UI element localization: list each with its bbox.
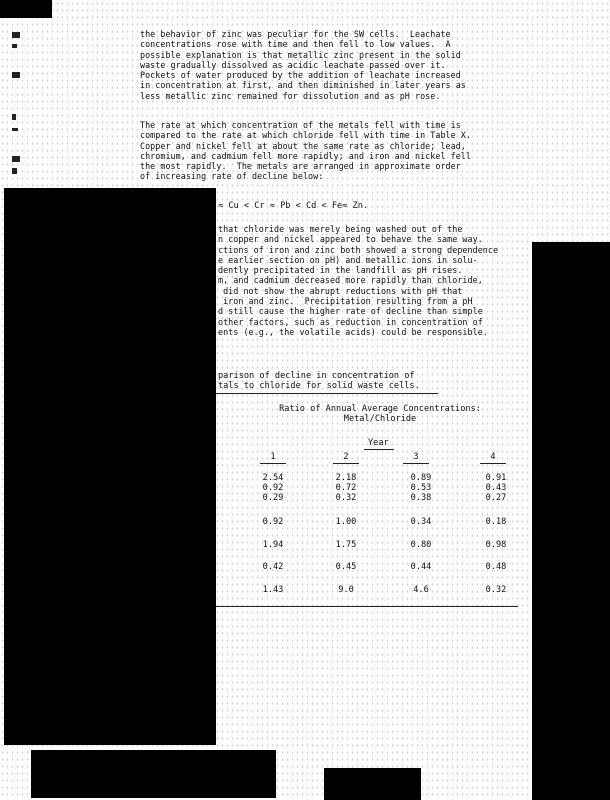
table-cell: 9.0 xyxy=(338,585,354,595)
table-cell: 0.43 xyxy=(485,483,507,493)
metal-order-line: ≈ Cu < Cr ≈ Pb < Cd < Fe≈ Zn. xyxy=(218,201,369,211)
table-cell: 0.29 xyxy=(262,493,284,503)
table-cell: 0.18 xyxy=(485,517,507,527)
paragraph-chloride-washout: that chloride was merely being washed out of the n copper and nickel appeared to behave the same way. ctions of iron and zinc both showed a strong dependence e earlier section on pH) and metallic ions in solu- dently precipitated in the landfill as pH rises. m, and cadmium decreased more rapidly than chloride, did not show the abrupt reductions with pH that iron and zinc. Precipitation resulting from a pH d still cause the higher rate of decline than simple other factors, such as reduction in concentration of ents (e.g., the volatile acids) could be responsible. xyxy=(218,224,499,337)
caption-rule xyxy=(214,393,438,394)
table-cell: 1.00 xyxy=(335,517,357,527)
table-cell: 0.27 xyxy=(485,493,507,503)
table-cell: 2.54 xyxy=(262,473,284,483)
redaction-block-bottom-center xyxy=(324,768,421,800)
table-cell: 1.94 xyxy=(262,540,284,550)
year-rule xyxy=(364,449,394,450)
table-cell: 0.32 xyxy=(485,585,507,595)
table-cell: 0.38 xyxy=(410,493,432,503)
redaction-block-top-left xyxy=(0,0,52,18)
table-cell: 0.32 xyxy=(335,493,357,503)
table-cell: 0.98 xyxy=(485,540,507,550)
table-cell: 0.34 xyxy=(410,517,432,527)
column-header-year-3: 3 xyxy=(401,452,431,464)
year-label: Year xyxy=(368,438,389,448)
table-cell: 0.53 xyxy=(410,483,432,493)
redaction-block-right xyxy=(532,242,610,800)
table-cell: 0.89 xyxy=(410,473,432,483)
table-cell: 4.6 xyxy=(413,585,429,595)
table-column-title: Ratio of Annual Average Concentrations: Metal/Chloride xyxy=(279,404,481,425)
table-cell: 0.92 xyxy=(262,483,284,493)
margin-marks xyxy=(12,28,28,188)
table-cell: 0.80 xyxy=(410,540,432,550)
column-header-year-4: 4 xyxy=(478,452,508,464)
table-bottom-rule xyxy=(214,606,518,607)
table-cell: 0.72 xyxy=(335,483,357,493)
paragraph-zinc-behavior: the behavior of zinc was peculiar for the SW cells. Leachate concentrations rose with time and then fell to low values. A possible explanation is that metallic zinc present in the solid waste gradually dissolved as acidic leachate passed over it. Pockets of water produced by the addition of leachate increased in concentration at first, and then diminished in later years as less metallic zinc remained for dissolution and as pH rose. xyxy=(140,29,466,101)
paragraph-rate-comparison: The rate at which concentration of the metals fell with time is compared to the rate at which chloride fell with time in Table X. Copper and nickel fell at about the same rate as chloride; lead, chromium, and cadmium fell more rapidly; and iron and nickel fell the most rapidly. The metals are arranged in approximate order of increasing rate of decline below: xyxy=(140,120,471,182)
table-cell: 0.92 xyxy=(262,517,284,527)
table-cell: 0.91 xyxy=(485,473,507,483)
table-cell: 1.43 xyxy=(262,585,284,595)
table-cell: 0.48 xyxy=(485,562,507,572)
redaction-block-bottom-left xyxy=(31,750,276,798)
table-cell: 0.42 xyxy=(262,562,284,572)
table-cell: 0.45 xyxy=(335,562,357,572)
table-cell: 2.18 xyxy=(335,473,357,483)
table-cell: 1.75 xyxy=(335,540,357,550)
column-header-year-2: 2 xyxy=(331,452,361,464)
table-cell: 0.44 xyxy=(410,562,432,572)
table-caption: parison of decline in concentration of tals to chloride for solid waste cells. xyxy=(218,371,420,392)
redaction-block-left xyxy=(4,188,216,745)
column-header-year-1: 1 xyxy=(258,452,288,464)
